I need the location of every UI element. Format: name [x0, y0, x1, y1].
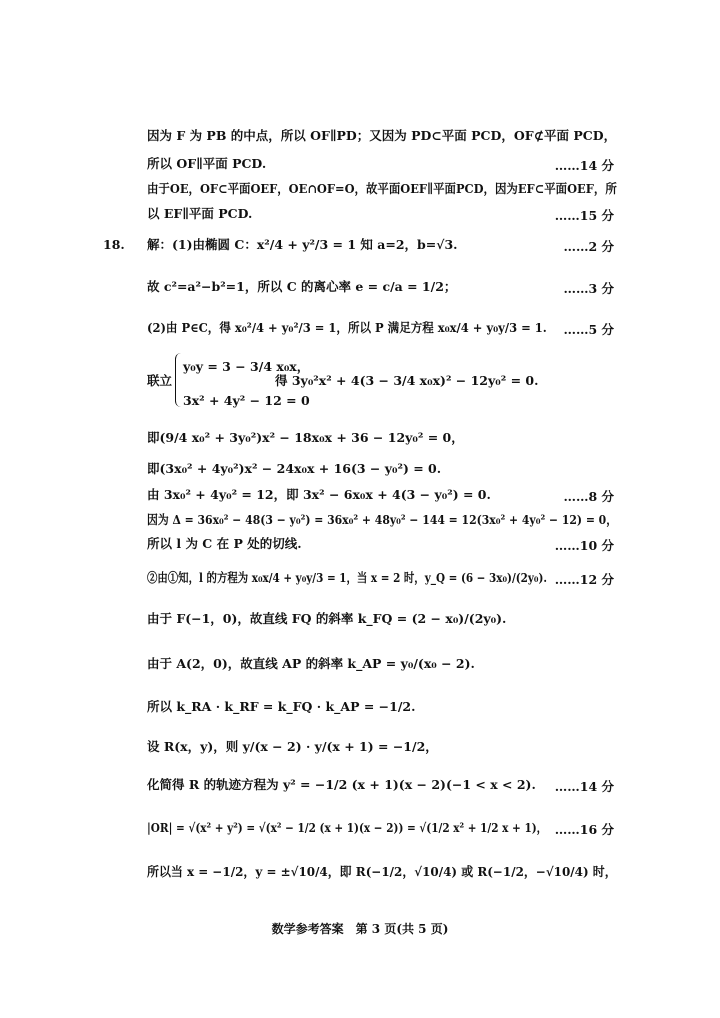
equation-system — [147, 351, 539, 411]
score-label: ……5 分 — [563, 322, 614, 337]
text-line: 故 c²=a²−b²=1，所以 C 的离心率 e = c/a = 1/2； — [147, 279, 457, 294]
score-label: ……12 分 — [554, 572, 614, 587]
score-label: ……15 分 — [554, 208, 614, 223]
text-line: 所以 l 为 C 在 P 处的切线. — [147, 536, 302, 551]
score-label: ……3 分 — [563, 281, 614, 296]
text-line: 所以 k_RA · k_RF = k_FQ · k_AP = −1/2. — [147, 699, 416, 714]
text-line: 由于OE，OF⊂平面OEF，OE∩OF=O，故平面OEF∥平面PCD，因为EF⊂平面OEF，所 — [147, 181, 617, 196]
text-line: |OR| = √(x² + y²) = √(x² − 1/2 (x + 1)(x − 2)) = √(1/2 x² + 1/2 x + 1)， — [147, 820, 548, 835]
text-line: 所以当 x = −1/2，y = ±√10/4，即 R(−1/2，√10/4) 或 R(−1/2，−√10/4) 时， — [147, 864, 617, 879]
text-line: (2)由 P∈C，得 x₀²/4 + y₀²/3 = 1，所以 P 满足方程 x₀x/4 + y₀y/3 = 1. — [147, 320, 547, 335]
text-line: 以 EF∥平面 PCD. — [147, 206, 253, 221]
system-equation-2: 3x² + 4y² − 12 = 0 — [183, 393, 310, 408]
score-label: ……2 分 — [563, 239, 614, 254]
text-line: 因为 Δ = 36x₀² − 48(3 − y₀²) = 36x₀² + 48y₀² − 144 = 12(3x₀² + 4y₀² − 12) = 0， — [147, 512, 618, 527]
text-line: 化简得 R 的轨迹方程为 y² = −1/2 (x + 1)(x − 2)(−1 < x < 2). — [147, 777, 536, 792]
text-line: 由于 A(2，0)，故直线 AP 的斜率 k_AP = y₀/(x₀ − 2). — [147, 656, 475, 671]
text-line: 即(9/4 x₀² + 3y₀²)x² − 18x₀x + 36 − 12y₀² = 0， — [147, 430, 464, 445]
text-line: 所以 OF∥平面 PCD. — [147, 156, 267, 171]
text-line: 由 3x₀² + 4y₀² = 12，即 3x² − 6x₀x + 4(3 − y₀²) = 0. — [147, 487, 491, 502]
system-label: 联立 — [147, 373, 173, 388]
text-line: 由于 F(−1，0)，故直线 FQ 的斜率 k_FQ = (2 − x₀)/(2y₀). — [147, 611, 507, 626]
score-label: ……14 分 — [554, 779, 614, 794]
system-equation-1: y₀y = 3 − 3/4 x₀x， — [183, 359, 310, 374]
score-label: ……14 分 — [554, 158, 614, 173]
text-line: 设 R(x，y)，则 y/(x − 2) · y/(x + 1) = −1/2， — [147, 739, 438, 754]
question-number: 18. — [103, 237, 125, 252]
text-line: ②由①知，l 的方程为 x₀x/4 + y₀y/3 = 1，当 x = 2 时，y_Q = (6 − 3x₀)/(2y₀). — [147, 570, 548, 585]
page-footer: 数学参考答案 第 3 页(共 5 页) — [271, 922, 449, 936]
text-line: 因为 F 为 PB 的中点，所以 OF∥PD；又因为 PD⊂平面 PCD，OF⊄平面 PCD， — [147, 128, 617, 143]
system-result: 得 3y₀²x² + 4(3 − 3/4 x₀x)² − 12y₀² = 0. — [275, 373, 539, 388]
score-label: ……8 分 — [563, 489, 614, 504]
score-label: ……16 分 — [554, 822, 614, 837]
score-label: ……10 分 — [554, 538, 614, 553]
text-line: 即(3x₀² + 4y₀²)x² − 24x₀x + 16(3 − y₀²) = 0. — [147, 461, 442, 476]
text-line: 解：(1)由椭圆 C：x²/4 + y²/3 = 1 知 a=2，b=√3. — [147, 237, 458, 252]
